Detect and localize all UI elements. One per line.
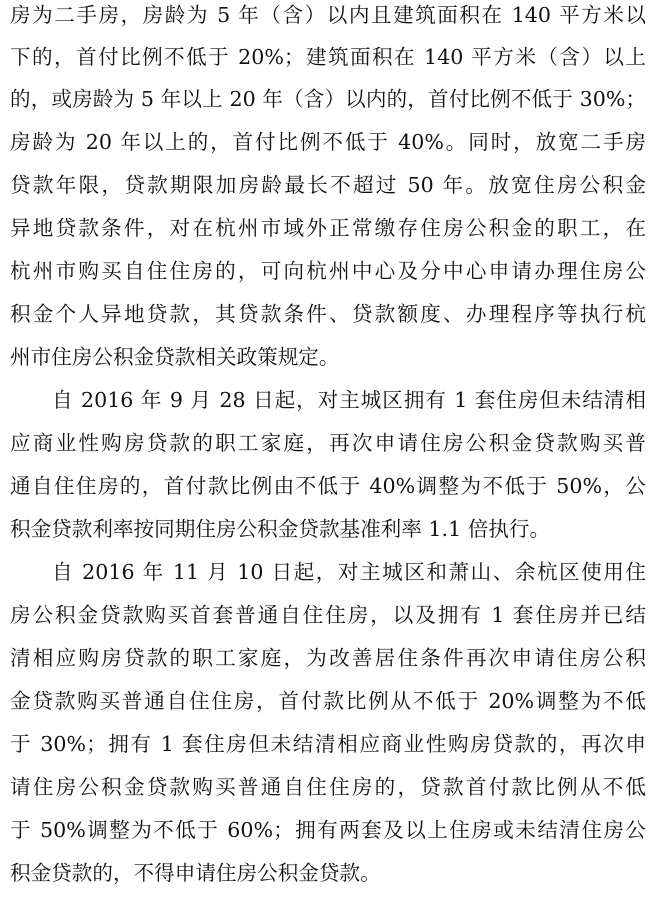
text-line: 应商业性购房贷款的职工家庭，再次申请住房公积金贷款购买普 bbox=[10, 431, 646, 455]
text-line: 积金贷款利率按同期住房公积金贷款基准利率 1.1 倍执行。 bbox=[10, 517, 551, 541]
text-line: 于 50%调整为不低于 60%；拥有两套及以上住房或未结清住房公 bbox=[10, 818, 646, 842]
text-line: 房为二手房，房龄为 5 年（含）以内且建筑面积在 140 平方米以 bbox=[10, 3, 646, 27]
text-line: 房公积金贷款购买首套普通自住住房，以及拥有 1 套住房并已结 bbox=[10, 603, 646, 627]
text-line: 通自住住房的，首付款比例由不低于 40%调整为不低于 50%，公 bbox=[10, 474, 646, 498]
text-line: 的，或房龄为 5 年以上 20 年（含）以内的，首付比例不低于 30%； bbox=[10, 87, 646, 111]
text-line: 积金个人异地贷款，其贷款条件、贷款额度、办理程序等执行杭 bbox=[10, 302, 646, 326]
text-line: 房龄为 20 年以上的，首付比例不低于 40%。同时，放宽二手房 bbox=[10, 130, 646, 154]
text-line: 下的，首付比例不低于 20%；建筑面积在 140 平方米（含）以上 bbox=[10, 45, 646, 69]
text-line: 异地贷款条件，对在杭州市域外正常缴存住房公积金的职工，在 bbox=[10, 216, 646, 240]
text-line: 贷款年限，贷款期限加房龄最长不超过 50 年。放宽住房公积金 bbox=[10, 173, 646, 197]
text-line: 于 30%；拥有 1 套住房但未结清相应商业性购房贷款的，再次申 bbox=[10, 732, 646, 756]
text-line: 州市住房公积金贷款相关政策规定。 bbox=[10, 345, 340, 369]
text-line: 杭州市购买自住住房的，可向杭州中心及分中心申请办理住房公 bbox=[10, 259, 646, 283]
paragraph-first-line: 自 2016 年 11 月 10 日起，对主城区和萧山、余杭区使用住 bbox=[52, 560, 646, 584]
text-line: 积金贷款的，不得申请住房公积金贷款。 bbox=[10, 861, 381, 885]
text-line: 金贷款购买普通自住住房，首付款比例从不低于 20%调整为不低 bbox=[10, 689, 646, 713]
paragraph-first-line: 自 2016 年 9 月 28 日起，对主城区拥有 1 套住房但未结清相 bbox=[52, 388, 646, 412]
text-line: 请住房公积金贷款购买普通自住住房的，贷款首付款比例从不低 bbox=[10, 775, 646, 799]
text-line: 清相应购房贷款的职工家庭，为改善居住条件再次申请住房公积 bbox=[10, 646, 646, 670]
